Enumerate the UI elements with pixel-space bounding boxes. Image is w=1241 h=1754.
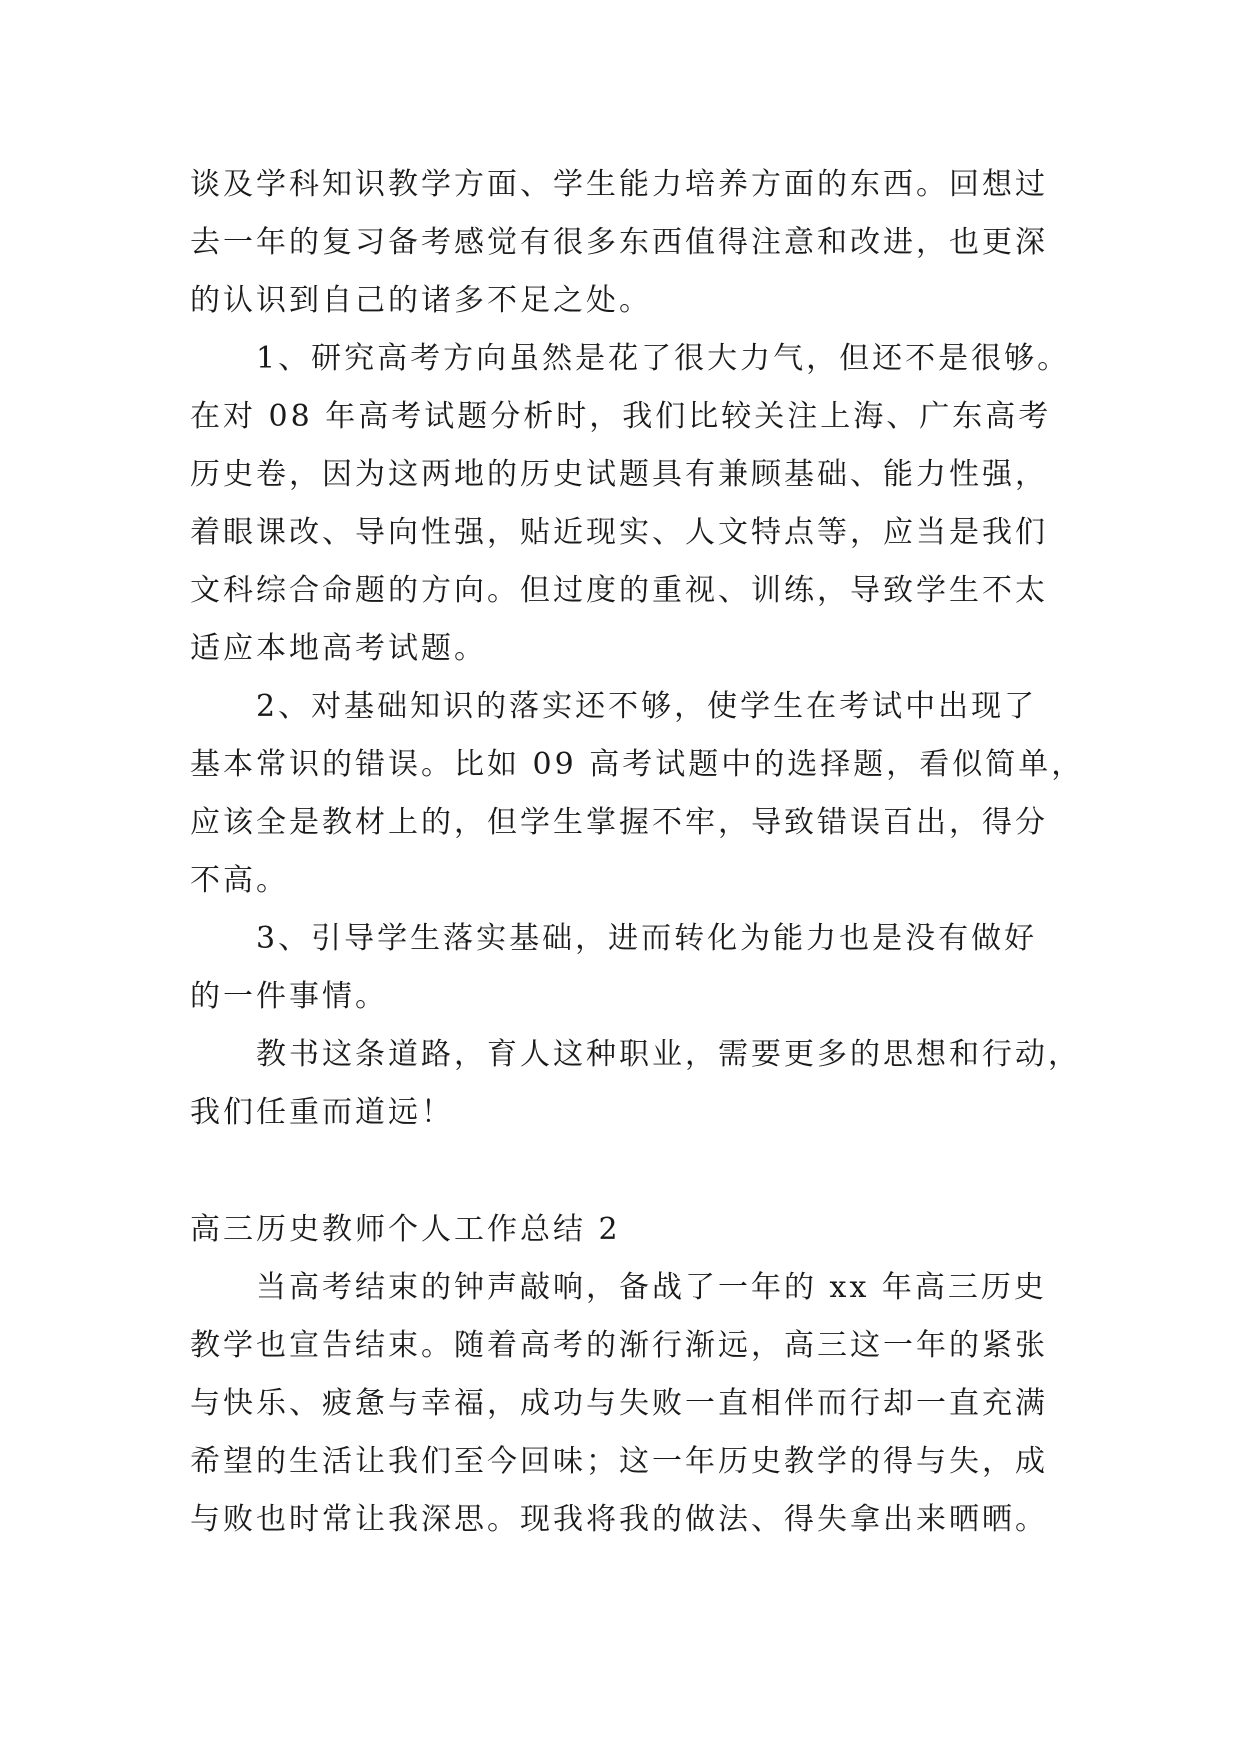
text-line: 着眼课改、导向性强，贴近现实、人文特点等，应当是我们 bbox=[190, 515, 1048, 550]
text-line: 与败也时常让我深思。现我将我的做法、得失拿出来晒晒。 bbox=[190, 1502, 1048, 1537]
text-line: 基本常识的错误。比如 09 高考试题中的选择题，看似简单， bbox=[190, 747, 1085, 782]
paragraph bbox=[190, 678, 1085, 910]
paragraph bbox=[190, 1026, 1081, 1142]
text-line: 去一年的复习备考感觉有很多东西值得注意和改进，也更深 bbox=[190, 225, 1048, 260]
text-line: 的认识到自己的诸多不足之处。 bbox=[190, 283, 652, 318]
text-line: 我们任重而道远！ bbox=[190, 1095, 454, 1130]
paragraph bbox=[190, 910, 1070, 1026]
text-line: 不高。 bbox=[190, 863, 289, 898]
paragraph bbox=[190, 156, 1070, 330]
text-line: 适应本地高考试题。 bbox=[190, 631, 487, 666]
text-line: 谈及学科知识教学方面、学生能力培养方面的东西。回想过 bbox=[190, 167, 1048, 202]
text-line: 应该全是教材上的，但学生掌握不牢，导致错误百出，得分 bbox=[190, 805, 1048, 840]
text-line: 希望的生活让我们至今回味；这一年历史教学的得与失，成 bbox=[190, 1444, 1048, 1479]
text-line: 历史卷，因为这两地的历史试题具有兼顾基础、能力性强， bbox=[190, 457, 1048, 492]
section-heading: 高三历史教师个人工作总结 2 bbox=[190, 1212, 621, 1247]
text-line: 教书这条道路，育人这种职业，需要更多的思想和行动， bbox=[256, 1037, 1081, 1072]
text-line: 的一件事情。 bbox=[190, 979, 388, 1014]
paragraph bbox=[190, 1259, 1070, 1549]
paragraph bbox=[190, 330, 1070, 678]
text-line: 3、引导学生落实基础，进而转化为能力也是没有做好 bbox=[256, 921, 1038, 956]
text-line: 与快乐、疲惫与幸福，成功与失败一直相伴而行却一直充满 bbox=[190, 1386, 1048, 1421]
text-line: 1、研究高考方向虽然是花了很大力气，但还不是很够。 bbox=[256, 341, 1071, 376]
text-line: 教学也宣告结束。随着高考的渐行渐远，高三这一年的紧张 bbox=[190, 1328, 1048, 1363]
text-line: 在对 08 年高考试题分析时，我们比较关注上海、广东高考 bbox=[190, 399, 1052, 434]
text-line: 文科综合命题的方向。但过度的重视、训练，导致学生不太 bbox=[190, 573, 1048, 608]
text-line: 2、对基础知识的落实还不够，使学生在考试中出现了 bbox=[256, 689, 1038, 724]
text-line: 当高考结束的钟声敲响，备战了一年的 xx 年高三历史 bbox=[256, 1270, 1047, 1305]
